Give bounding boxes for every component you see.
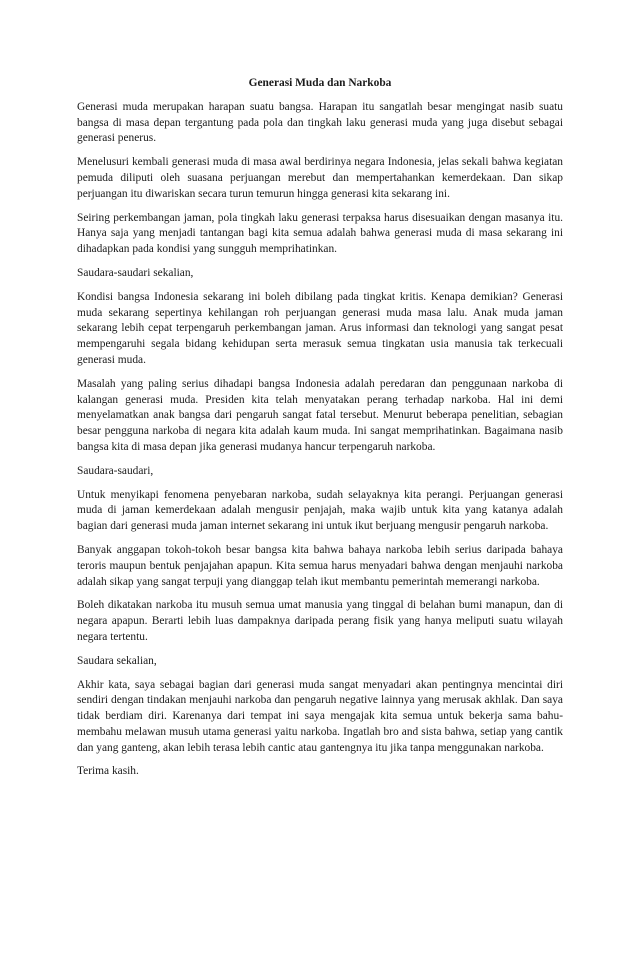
- paragraph-era: Seiring perkembangan jaman, pola tingkah laku generasi terpaksa harus disesuaikan dengan masanya itu. Hanya saja yang menjadi tantangan bagi kita semua adalah bahwa generasi muda di masa sekarang ini dihadapkan pada kondisi yang sungguh memprihatinkan.: [77, 211, 563, 256]
- salutation-1: Saudara-saudari sekalian,: [77, 266, 194, 279]
- paragraph-closing: Akhir kata, saya sebagai bagian dari generasi muda sangat menyadari akan pentingnya mencintai diri sendiri dengan tindakan menjauhi narkoba dan pengaruh negative lainnya yang merusak akhlak. Dan saya tidak berdiam diri. Karenanya dari tempat ini saya mengajak kita semua untuk bekerja sama bahu-membahu melawan musuh utama generasi yaitu narkoba. Ingatlah bro and sista bahwa, setiap yang cantik dan yang ganteng, akan lebih terasa lebih cantic atau gantengnya itu jika tanpa menggunakan narkoba.: [77, 678, 563, 754]
- document-title: Generasi Muda dan Narkoba: [248, 77, 392, 89]
- closing-thanks: Terima kasih.: [77, 765, 139, 778]
- paragraph-condition: Kondisi bangsa Indonesia sekarang ini boleh dibilang pada tingkat kritis. Kenapa demikian? Generasi muda sekarang sepertinya kehilangan roh perjuangan generasi muda masa lalu. Anak muda jaman sekarang lebih cepat terpengaruh perkembangan jaman. Arus informasi dan teknologi yang sangat pesat mempengaruhi segala bidang kehidupan serta merasuk semua tingkatan usia manusia tak terkecuali generasi muda.: [77, 290, 563, 366]
- salutation-2: Saudara-saudari,: [77, 464, 154, 477]
- document-body: [77, 76, 563, 788]
- paragraph-danger: Banyak anggapan tokoh-tokoh besar bangsa kita bahwa bahaya narkoba lebih serius daripada bahaya teroris maupun bentuk penjajahan apapun. Kita semua harus menyadari bahwa dengan menjauhi narkoba adalah sikap yang sangat terpuji yang dianggap telah ikut membantu pemerintah memerangi narkoba.: [77, 543, 563, 588]
- paragraph-history: Menelusuri kembali generasi muda di masa awal berdirinya negara Indonesia, jelas sekali bahwa kegiatan pemuda diliputi oleh suasana perjuangan merebut dan mempertahankan kemerdekaan. Dan sikap perjuangan itu diwariskan secara turun temurun hingga generasi kita sekarang ini.: [77, 156, 563, 200]
- paragraph-fight: Untuk menyikapi fenomena penyebaran narkoba, sudah selayaknya kita perangi. Perjuangan generasi muda di jaman kemerdekaan adalah mengusir penjajah, maka wajib untuk kita yang katanya adalah bagian dari generasi muda jaman internet sekarang ini untuk ikut berjuang mengusir pengaruh narkoba.: [77, 488, 563, 533]
- paragraph-enemy: Boleh dikatakan narkoba itu musuh semua umat manusia yang tinggal di belahan bumi manapun, dan di negara apapun. Berarti lebih luas dampaknya daripada perang fisik yang hanya meliputi suatu wilayah negara tertentu.: [77, 599, 563, 643]
- paragraph-intro: Generasi muda merupakan harapan suatu bangsa. Harapan itu sangatlah besar mengingat nasib suatu bangsa di masa depan tergantung pada pola dan tingkah laku generasi muda yang juga disebut sebagai generasi penerus.: [77, 100, 563, 145]
- salutation-3: Saudara sekalian,: [77, 654, 157, 667]
- paragraph-problem: Masalah yang paling serius dihadapi bangsa Indonesia adalah peredaran dan penggunaan narkoba di kalangan generasi muda. Presiden kita telah menyatakan perang terhadap narkoba. Hal ini demi menyelamatkan anak bangsa dari pengaruh sangat fatal tersebut. Menurut beberapa penelitian, sebagian besar pengguna narkoba di negara kita adalah kaum muda. Ini sangat memprihatinkan. Bagaimana nasib bangsa kita di masa depan jika generasi mudanya hancur terpengaruh narkoba.: [77, 377, 563, 453]
